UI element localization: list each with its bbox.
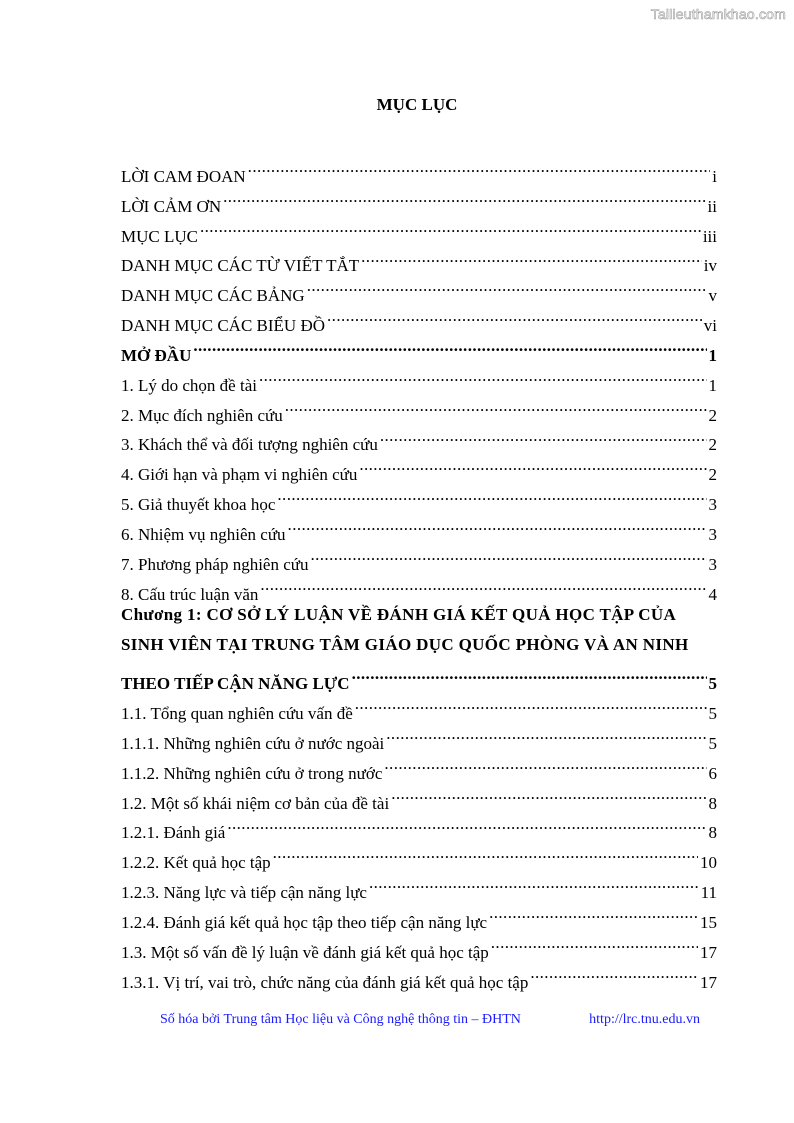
watermark: Tailieuthamkhao.com: [650, 6, 786, 22]
page-title: MỤC LỤC: [376, 95, 458, 114]
toc-entry-label: 6. Nhiệm vụ nghiên cứu: [121, 524, 286, 544]
dot-leader: [260, 570, 706, 600]
toc-entry[interactable]: [121, 242, 717, 276]
dot-leader: [277, 480, 706, 510]
toc-entry-label: 3. Khách thể và đối tượng nghiên cứu: [121, 435, 378, 455]
dot-leader: [223, 182, 705, 212]
dot-leader: [352, 659, 707, 689]
toc-entry-page: 4: [708, 584, 717, 604]
toc-entry-label: 1.2. Một số khái niệm cơ bản của đề tài: [121, 793, 390, 813]
dot-leader: [307, 271, 707, 301]
dot-leader: [259, 361, 707, 391]
dot-leader: [227, 809, 706, 839]
footer-url-link[interactable]: http://lrc.tnu.edu.vn: [589, 1012, 700, 1027]
toc-entry-page: 6: [708, 763, 717, 783]
dot-leader: [359, 450, 706, 480]
toc-entry-label: LỜI CAM ĐOAN: [121, 166, 246, 186]
toc-entry-label: MỤC LỤC: [121, 226, 198, 246]
dot-leader: [380, 421, 707, 451]
footer-digitized-by: Số hóa bởi Trung tâm Học liệu và Công nghệ thông tin – ĐHTN: [160, 1012, 521, 1027]
toc-entry-page: 5: [708, 704, 717, 724]
toc-entry-page: 8: [708, 793, 717, 813]
chapter-1-heading-line-3[interactable]: [121, 659, 717, 694]
dot-leader: [384, 749, 706, 779]
toc-entry-label: 1.1.2. Những nghiên cứu ở trong nước: [121, 763, 383, 783]
toc-entry-page: 2: [708, 435, 717, 455]
toc-entry-label: 8. Cấu trúc luận văn: [121, 584, 259, 604]
dot-leader: [391, 779, 706, 809]
dot-leader: [285, 391, 707, 421]
toc-entry-label: MỞ ĐẦU: [121, 345, 192, 365]
dot-leader: [489, 898, 698, 928]
toc-entry-label: 7. Phương pháp nghiên cứu: [121, 554, 309, 574]
toc-entry-page: 10: [700, 853, 717, 873]
toc-entry-label: LỜI CẢM ƠN: [121, 196, 222, 216]
chapter-1-heading-line-1[interactable]: Chương 1: CƠ SỞ LÝ LUẬN VỀ ĐÁNH GIÁ KẾT QUẢ HỌC TẬP CỦA: [121, 604, 677, 624]
chapter-1-heading-line-2[interactable]: SINH VIÊN TẠI TRUNG TÂM GIÁO DỤC QUỐC PHÒNG VÀ AN NINH: [121, 634, 689, 654]
toc-entry-page: 5: [708, 733, 717, 753]
toc-entry-label: 1.1.1. Những nghiên cứu ở nước ngoài: [121, 733, 385, 753]
toc-entry-label: 4. Giới hạn và phạm vi nghiên cứu: [121, 465, 358, 485]
dot-leader: [327, 301, 702, 331]
toc-entry-section[interactable]: [121, 331, 717, 365]
toc-entry-label: 1. Lý do chọn đề tài: [121, 375, 257, 395]
toc-entry-page: 17: [700, 972, 717, 992]
toc-entry-page: 11: [700, 883, 717, 903]
toc-entry[interactable]: [121, 152, 717, 186]
toc-entry-label: 1.2.3. Năng lực và tiếp cận năng lực: [121, 883, 367, 903]
toc-entry-page: 2: [708, 405, 717, 425]
toc-entry-page: i: [712, 166, 717, 186]
dot-leader: [369, 868, 699, 898]
toc-entry-page: 2: [708, 465, 717, 485]
toc-entry-page: iii: [702, 226, 717, 246]
dot-leader: [530, 958, 698, 988]
toc-entry-page: 8: [708, 823, 717, 843]
dot-leader: [273, 838, 698, 868]
dot-leader: [248, 152, 711, 182]
toc-entry-page: vi: [703, 316, 717, 336]
toc-entry-page: 17: [700, 942, 717, 962]
toc-entry-label: 1.3.1. Vị trí, vai trò, chức năng của đánh giá kết quả học tập: [121, 972, 529, 992]
dot-leader: [361, 242, 702, 272]
toc-entry-label: 5. Giả thuyết khoa học: [121, 495, 276, 515]
dot-leader: [193, 331, 706, 361]
toc-entry-label: 2. Mục đích nghiên cứu: [121, 405, 283, 425]
toc-entry-page: 1: [708, 375, 717, 395]
toc-entry-label: 1.3. Một số vấn đề lý luận về đánh giá kết quả học tập: [121, 942, 489, 962]
toc-entry-page: v: [708, 286, 717, 306]
toc-entry-label: 1.2.1. Đánh giá: [121, 823, 226, 843]
toc-entry-label: THEO TIẾP CẬN NĂNG LỰC: [121, 674, 350, 694]
dot-leader: [310, 540, 706, 570]
toc-entry-page: 3: [708, 524, 717, 544]
toc-entry-label: DANH MỤC CÁC BIỂU ĐỒ: [121, 316, 326, 336]
toc-entry[interactable]: [121, 212, 717, 246]
dot-leader: [200, 212, 701, 242]
dot-leader: [386, 719, 706, 749]
toc-entry-page: 1: [708, 345, 717, 365]
toc-entry-label: DANH MỤC CÁC TỪ VIẾT TẮT: [121, 256, 360, 276]
toc-entry-page: 5: [708, 674, 717, 694]
page-footer: [160, 1012, 700, 1028]
toc-entry[interactable]: [121, 361, 717, 395]
table-of-contents: [121, 152, 717, 992]
toc-entry-label: 1.1. Tổng quan nghiên cứu vấn đề: [121, 704, 353, 724]
toc-entry-page: 3: [708, 554, 717, 574]
toc-entry-page: 15: [700, 912, 717, 932]
toc-entry-label: 1.2.2. Kết quả học tập: [121, 853, 271, 873]
dot-leader: [355, 689, 707, 719]
dot-leader: [491, 928, 698, 958]
toc-entry-page: ii: [707, 196, 717, 216]
dot-leader: [288, 510, 707, 540]
toc-entry-page: iv: [703, 256, 717, 276]
toc-entry-label: 1.2.4. Đánh giá kết quả học tập theo tiếp cận năng lực: [121, 912, 488, 932]
toc-entry-page: 3: [708, 495, 717, 515]
toc-entry-label: DANH MỤC CÁC BẢNG: [121, 286, 305, 306]
